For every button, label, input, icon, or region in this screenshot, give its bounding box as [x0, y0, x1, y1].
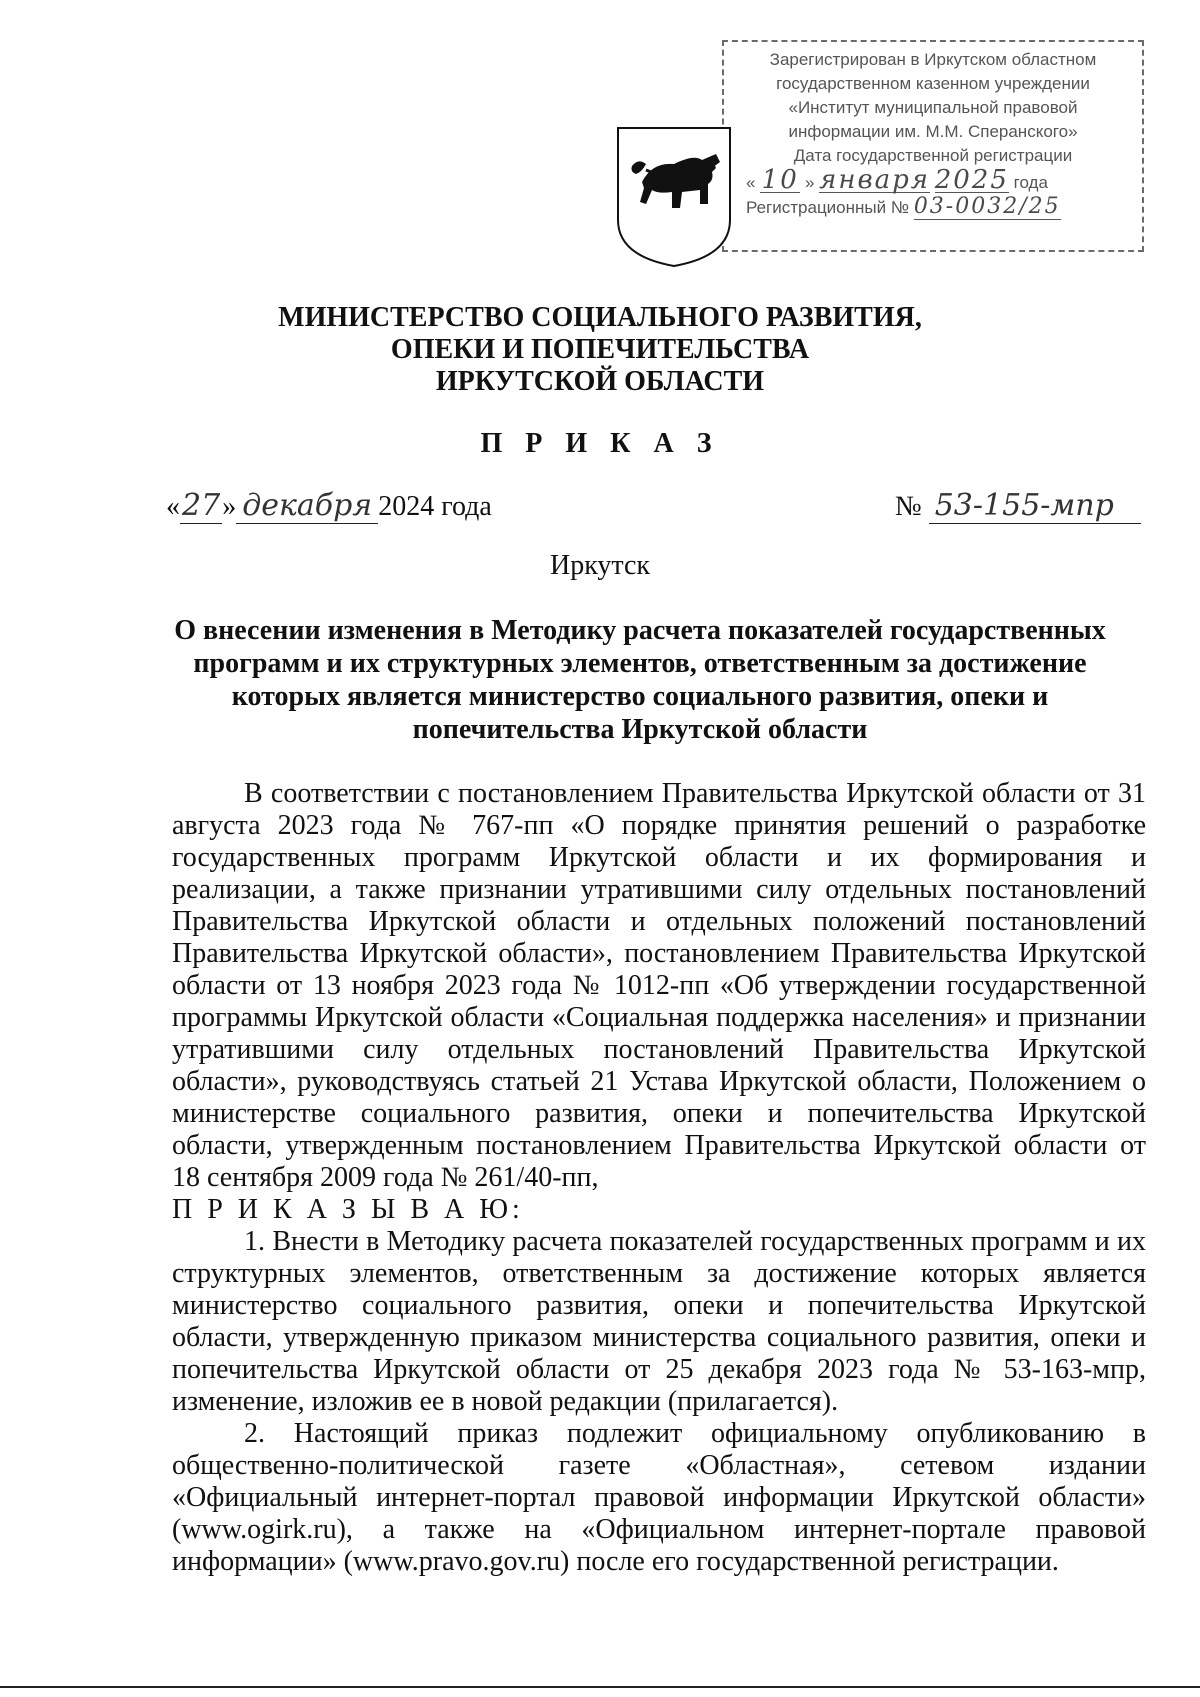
stamp-reg-number: 03-0032/25 [913, 194, 1061, 219]
document-body [172, 778, 1146, 1578]
document-type: П Р И К А З [480, 428, 720, 459]
document-number [895, 488, 1141, 524]
subject-line-3: которых является министерство социального развития, опеки и [231, 681, 1049, 712]
city: Иркутск [549, 550, 651, 581]
date-month: декабря [236, 488, 378, 524]
date-close-quote: » [222, 491, 237, 522]
ministry-heading [0, 302, 1200, 398]
order-word: П Р И К А З Ы В А Ю: [172, 1194, 524, 1225]
stamp-line-2: государственном казенном учреждении [776, 74, 1090, 93]
stamp-date-row [724, 165, 1142, 195]
ministry-line-2: ОПЕКИ И ПОПЕЧИТЕЛЬСТВА [390, 334, 810, 365]
registration-stamp [722, 40, 1144, 252]
stamp-date-month: января [819, 165, 930, 195]
number-label: № [895, 491, 922, 522]
coat-of-arms-icon [612, 124, 736, 270]
stamp-date-mid: » [804, 173, 815, 192]
stamp-date-suffix: года [1013, 173, 1048, 192]
stamp-line-1: Зарегистрирован в Иркутском областном [769, 50, 1097, 69]
stamp-line-4: информации им. М.М. Сперанского» [788, 122, 1078, 141]
order-item-1: 1. Внести в Методику расчета показателей государственных программ и их структурных элементов, ответственным за достижение которых является министерство социального развития, опеки и попечительства Иркутской области, утвержденную приказом министерства социального развития, опеки и попечительства Иркутской области от 25 декабря 2023 года № 53-163-мпр, изменение, изложив ее в новой редакции (прилагается). [172, 1226, 1146, 1417]
stamp-reg-label: Регистрационный № [746, 198, 910, 217]
number-value: 53-155-мпр [929, 488, 1141, 524]
stamp-reg-row [724, 195, 1142, 220]
date-year: 2024 года [378, 491, 492, 522]
page-bottom-rule [0, 1686, 1200, 1688]
date-open-quote: « [166, 491, 180, 522]
order-item-2: 2. Настоящий приказ подлежит официальному опубликованию в общественно-политической газете «Областная», сетевом издании «Официальный интернет-портал правовой информации Иркутской области» (www.ogirk.ru), а также на «Официальном интернет-портале правовой информации» (www.pravo.gov.ru) после его государственной регистрации. [172, 1418, 1146, 1577]
stamp-line-5: Дата государственной регистрации [793, 146, 1073, 165]
document-date [166, 488, 492, 524]
document-subject [150, 614, 1130, 746]
stamp-date-day: 10 [761, 165, 799, 195]
subject-line-2: программ и их структурных элементов, ответственным за достижение [193, 648, 1087, 679]
date-day: 27 [182, 488, 221, 523]
stamp-date-year: 2025 [934, 165, 1009, 195]
ministry-line-1: МИНИСТЕРСТВО СОЦИАЛЬНОГО РАЗВИТИЯ, [278, 302, 922, 333]
preamble-paragraph: В соответствии с постановлением Правительства Иркутской области от 31 августа 2023 года № 767-пп «О порядке принятия решений о разработке государственных программ Иркутской области и их формирования и реализации, а также признании утратившими силу отдельных постановлений Правительства Иркутской области и отдельных положений постановлений Правительства Иркутской области», постановлением Правительства Иркутской области от 13 ноября 2023 года № 1012-пп «Об утверждении государственной программы Иркутской области «Социальная поддержка населения» и признании утратившими силу отдельных постановлений Правительства Иркутской области», руководствуясь статьей 21 Устава Иркутской области, Положением о министерстве социального развития, опеки и попечительства Иркутской области, утвержденным постановлением Правительства Иркутской области от 18 сентября 2009 года № 261/40-пп, [172, 778, 1146, 1193]
stamp-date-open: « [746, 173, 756, 192]
stamp-line-3: «Институт муниципальной правовой [788, 98, 1078, 117]
ministry-line-3: ИРКУТСКОЙ ОБЛАСТИ [435, 366, 765, 397]
subject-line-1: О внесении изменения в Методику расчета показателей государственных [174, 615, 1106, 646]
subject-line-4: попечительства Иркутской области [412, 714, 868, 745]
